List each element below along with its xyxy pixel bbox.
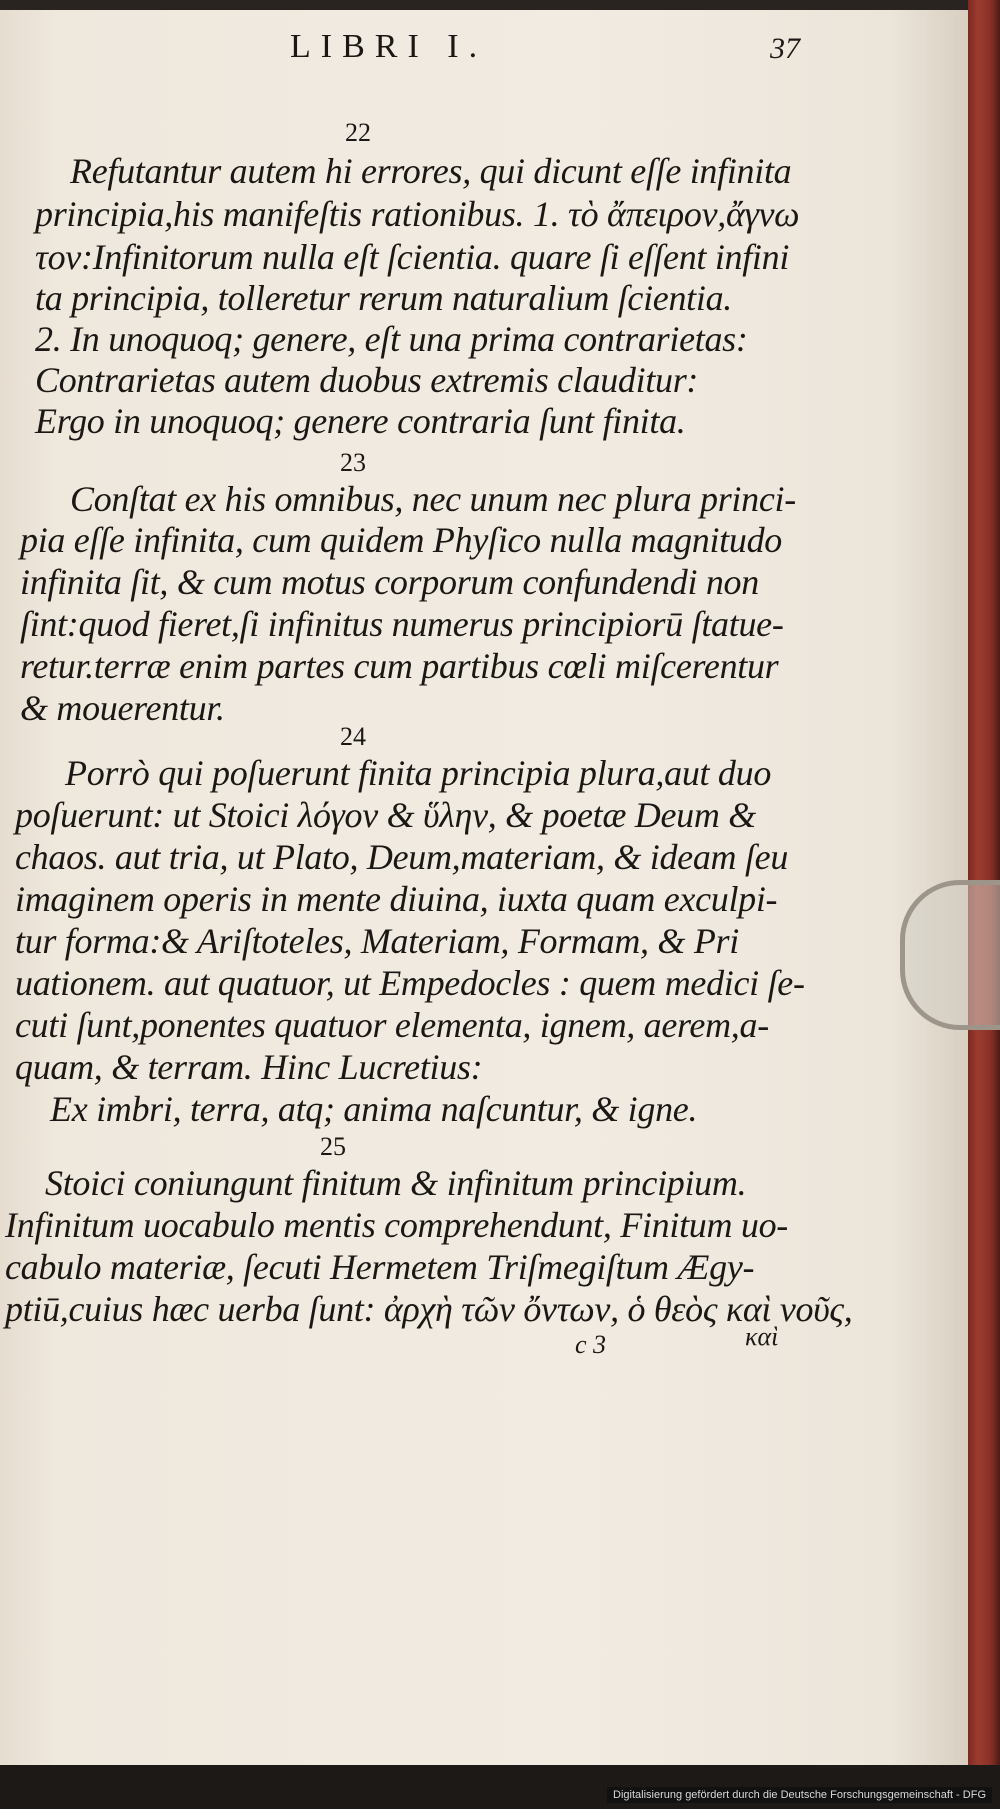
text-line: Contrarietas autem duobus extremis clauditur: <box>35 360 699 400</box>
section-number-23: 23 <box>340 448 366 477</box>
text-line: Conſtat ex his omnibus, nec unum nec plura princi- <box>70 479 796 519</box>
text-line: cuti ſunt,ponentes quatuor elementa, ignem, aerem,a- <box>15 1005 769 1045</box>
text-line: 2. In unoquoq; genere, eſt una prima contrarietas: <box>35 319 748 359</box>
text-line: chaos. aut tria, ut Plato, Deum,materiam, & ideam ſeu <box>15 837 789 877</box>
catchword: καὶ <box>745 1322 779 1351</box>
text-line: principia,his manifeſtis rationibus. 1. τὸ ἄπειρον,ἄγνω <box>35 194 800 234</box>
text-line: τον:Infinitorum nulla eſt ſcientia. quare ſi eſſent infini <box>35 237 790 277</box>
text-line: infinita ſit, & cum motus corporum confundendi non <box>20 562 759 602</box>
text-line: poſuerunt: ut Stoici λόγον & ὕλην, & poetæ Deum & <box>15 795 756 835</box>
signature-mark: c 3 <box>575 1330 607 1359</box>
text-line: Infinitum uocabulo mentis comprehendunt, Finitum uo- <box>5 1205 788 1245</box>
text-line: quam, & terram. Hinc Lucretius: <box>15 1047 483 1087</box>
text-line: tur forma:& Ariſtoteles, Materiam, Formam, & Pri <box>15 921 739 961</box>
text-line: ta principia, tolleretur rerum naturalium ſcientia. <box>35 278 732 318</box>
text-line: retur.terræ enim partes cum partibus cœli miſcerentur <box>20 646 779 686</box>
text-line: Porrò qui poſuerunt finita principia plura,aut duo <box>65 753 772 793</box>
section-number-22: 22 <box>345 118 371 147</box>
text-line: pia eſſe infinita, cum quidem Phyſico nulla magnitudo <box>20 520 782 560</box>
digitization-credit: Digitalisierung gefördert durch die Deutsche Forschungsgemeinschaft - DFG <box>607 1787 992 1803</box>
text-line: Stoici coniungunt finitum & infinitum principium. <box>45 1163 747 1203</box>
text-line: Ergo in unoquoq; genere contraria ſunt finita. <box>35 401 686 441</box>
running-head: LIBRI I. <box>290 28 488 65</box>
text-line: imaginem operis in mente diuina, iuxta quam exculpi- <box>15 879 778 919</box>
text-line: & mouerentur. <box>20 688 225 728</box>
page-number: 37 <box>770 32 800 65</box>
scan-bottom-strip <box>0 1765 1000 1809</box>
verse-line: Ex imbri, terra, atq; anima naſcuntur, & igne. <box>50 1089 698 1129</box>
text-line: cabulo materiæ, ſecuti Hermetem Triſmegiſtum Ægy- <box>5 1247 755 1287</box>
text-line: ſint:quod fieret,ſi infinitus numerus principiorū ſtatue- <box>20 604 784 644</box>
page-clip <box>900 880 1000 1030</box>
section-number-25: 25 <box>320 1132 346 1161</box>
text-line: ptiū,cuius hæc uerba ſunt: ἀρχὴ τῶν ὄντων, ὁ θεὸς καὶ νοῦς, <box>5 1289 853 1329</box>
text-line: Refutantur autem hi errores, qui dicunt eſſe infinita <box>70 151 792 191</box>
section-number-24: 24 <box>340 722 366 751</box>
text-line: uationem. aut quatuor, ut Empedocles : quem medici ſe- <box>15 963 805 1003</box>
page-header <box>0 28 800 88</box>
